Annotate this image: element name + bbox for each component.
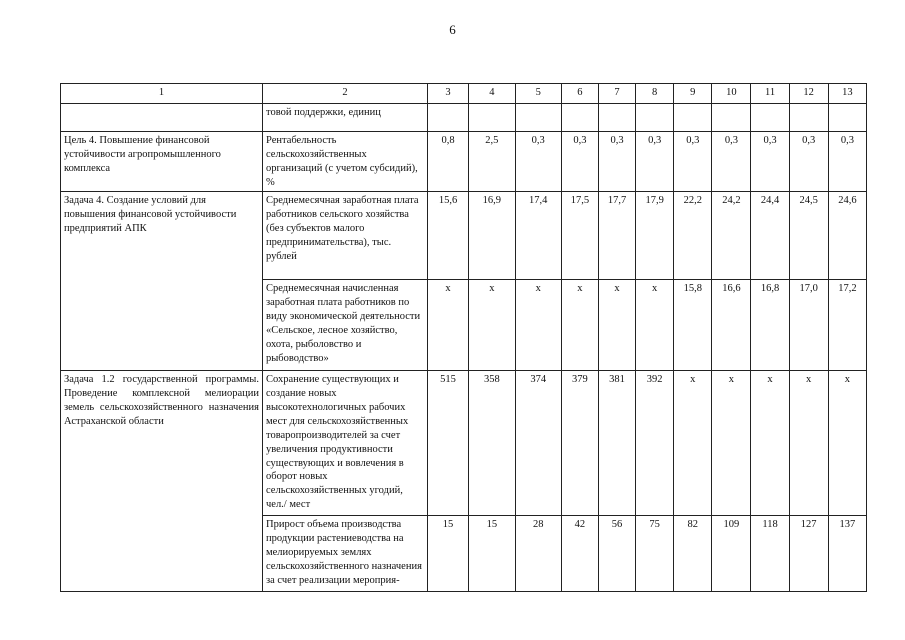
value-cell: 381 xyxy=(598,371,635,516)
value-cell: 17,9 xyxy=(636,192,674,280)
value-cell: 118 xyxy=(751,516,789,592)
column-header: 7 xyxy=(598,84,635,104)
value-cell xyxy=(674,104,712,132)
value-cell: 82 xyxy=(674,516,712,592)
value-cell: 24,5 xyxy=(789,192,828,280)
value-cell: x xyxy=(712,371,751,516)
value-cell xyxy=(636,104,674,132)
value-cell: 17,5 xyxy=(561,192,598,280)
column-header: 11 xyxy=(751,84,789,104)
value-cell: 0,3 xyxy=(751,132,789,192)
value-cell: 15 xyxy=(427,516,468,592)
value-cell: x xyxy=(469,280,515,371)
value-cell: 24,2 xyxy=(712,192,751,280)
column-header: 4 xyxy=(469,84,515,104)
value-cell: x xyxy=(828,371,866,516)
value-cell: 0,3 xyxy=(515,132,561,192)
value-cell: 0,3 xyxy=(636,132,674,192)
table-header-row xyxy=(61,84,867,104)
value-cell: x xyxy=(515,280,561,371)
value-cell: x xyxy=(789,371,828,516)
value-cell: x xyxy=(598,280,635,371)
value-cell: x xyxy=(674,371,712,516)
value-cell: 0,3 xyxy=(674,132,712,192)
value-cell: 28 xyxy=(515,516,561,592)
table-row xyxy=(61,104,867,132)
goal-cell xyxy=(61,104,263,132)
indicators-table xyxy=(60,83,867,592)
column-header: 3 xyxy=(427,84,468,104)
column-header: 13 xyxy=(828,84,866,104)
goal-cell: Цель 4. Повышение финансовой устойчивости агропромышленного комплекса xyxy=(61,132,263,192)
column-header: 5 xyxy=(515,84,561,104)
value-cell: 2,5 xyxy=(469,132,515,192)
value-cell: x xyxy=(751,371,789,516)
value-cell: 17,0 xyxy=(789,280,828,371)
table-row xyxy=(61,192,867,280)
value-cell: 22,2 xyxy=(674,192,712,280)
value-cell: 0,3 xyxy=(712,132,751,192)
value-cell xyxy=(561,104,598,132)
value-cell xyxy=(712,104,751,132)
value-cell: 0,3 xyxy=(789,132,828,192)
value-cell: 0,3 xyxy=(561,132,598,192)
indicator-cell: Прирост объема производства продукции растениеводства на мелиорируемых землях сельскохозяйственного назначения за счет реализации мероприя- xyxy=(263,516,428,592)
value-cell: 17,7 xyxy=(598,192,635,280)
value-cell: 0,8 xyxy=(427,132,468,192)
value-cell: x xyxy=(427,280,468,371)
indicator-cell: Среднемесячная заработная плата работников сельского хозяйства (без субъектов малого предпринимательства), тыс. рублей xyxy=(263,192,428,280)
value-cell: 137 xyxy=(828,516,866,592)
value-cell xyxy=(427,104,468,132)
value-cell: 392 xyxy=(636,371,674,516)
column-header: 6 xyxy=(561,84,598,104)
value-cell: 15,6 xyxy=(427,192,468,280)
indicator-cell: Сохранение существующих и создание новых высокотехнологичных рабочих мест для сельскохозяйственных товаропроизводителей за счет увеличения продуктивности существующих и вовлечения в оборот новых сельскохозяйственных угодий, чел./ мест xyxy=(263,371,428,516)
table-row xyxy=(61,132,867,192)
value-cell xyxy=(828,104,866,132)
value-cell: x xyxy=(561,280,598,371)
value-cell: 75 xyxy=(636,516,674,592)
value-cell: 358 xyxy=(469,371,515,516)
value-cell: 15,8 xyxy=(674,280,712,371)
task-cell: Задача 1.2 государственной программы. Проведение комплексной мелиорации земель сельскохозяйственного назначения Астраханской области xyxy=(61,371,263,592)
value-cell: x xyxy=(636,280,674,371)
value-cell: 42 xyxy=(561,516,598,592)
value-cell: 0,3 xyxy=(598,132,635,192)
column-header: 8 xyxy=(636,84,674,104)
value-cell: 17,2 xyxy=(828,280,866,371)
value-cell: 16,6 xyxy=(712,280,751,371)
table-row xyxy=(61,371,867,516)
value-cell: 16,9 xyxy=(469,192,515,280)
indicator-cell: Рентабельность сельскохозяйственных организаций (с учетом субсидий), % xyxy=(263,132,428,192)
column-header: 10 xyxy=(712,84,751,104)
column-header: 1 xyxy=(61,84,263,104)
value-cell: 515 xyxy=(427,371,468,516)
task-cell: Задача 4. Создание условий для повышения финансовой устойчивости предприятий АПК xyxy=(61,192,263,371)
value-cell: 127 xyxy=(789,516,828,592)
indicator-cell: Среднемесячная начисленная заработная плата работников по виду экономической деятельности «Сельское, лесное хозяйство, охота, рыболовство и рыбоводство» xyxy=(263,280,428,371)
value-cell: 24,6 xyxy=(828,192,866,280)
value-cell: 24,4 xyxy=(751,192,789,280)
value-cell: 17,4 xyxy=(515,192,561,280)
column-header: 9 xyxy=(674,84,712,104)
value-cell xyxy=(751,104,789,132)
value-cell: 0,3 xyxy=(828,132,866,192)
value-cell: 374 xyxy=(515,371,561,516)
value-cell xyxy=(598,104,635,132)
value-cell: 109 xyxy=(712,516,751,592)
page-number: 6 xyxy=(449,22,456,37)
indicator-cell: товой поддержки, единиц xyxy=(263,104,428,132)
value-cell xyxy=(469,104,515,132)
column-header: 2 xyxy=(263,84,428,104)
value-cell: 56 xyxy=(598,516,635,592)
value-cell xyxy=(515,104,561,132)
value-cell: 379 xyxy=(561,371,598,516)
value-cell: 15 xyxy=(469,516,515,592)
value-cell: 16,8 xyxy=(751,280,789,371)
value-cell xyxy=(789,104,828,132)
column-header: 12 xyxy=(789,84,828,104)
